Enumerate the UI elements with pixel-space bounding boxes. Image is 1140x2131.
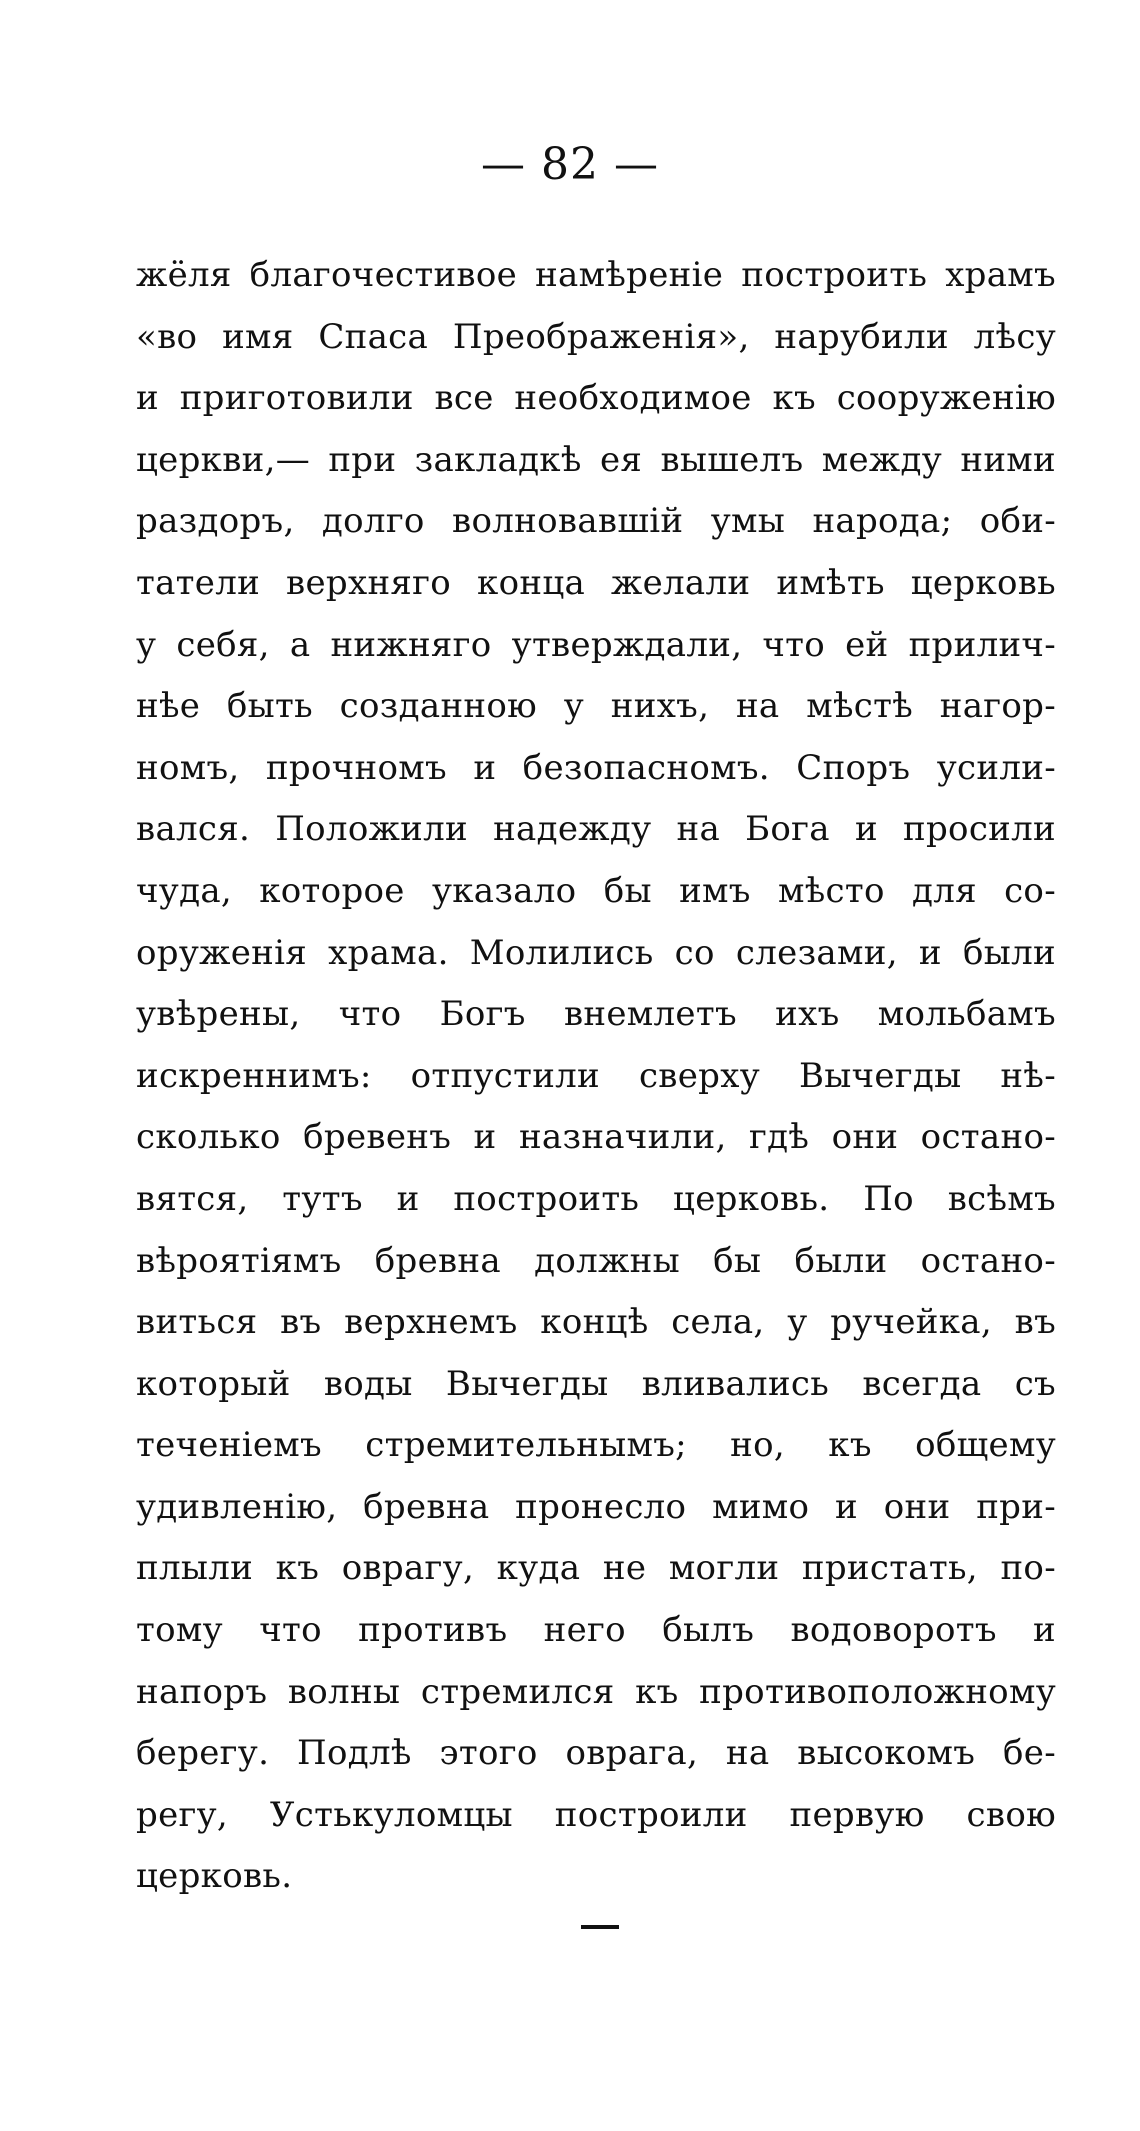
text-line: удивленію, бревна пронесло мимо и они при- — [136, 1486, 1056, 1527]
text-line: и приготовили все необходимое къ сооруженію — [136, 378, 1056, 419]
text-line: сколько бревенъ и назначили, гдѣ они остано- — [136, 1117, 1056, 1158]
text-line: татели верхняго конца желали имѣть церковь — [136, 562, 1056, 603]
page-number: — 82 — — [481, 139, 659, 190]
text-line: «во имя Спаса Преображенія», нарубили лѣсу — [136, 316, 1056, 357]
text-line-last: церковь. — [136, 1856, 293, 1897]
body-text — [136, 245, 1056, 1908]
text-line: напоръ волны стремился къ противоположному — [136, 1671, 1056, 1712]
text-line: жёля благочестивое намѣреніе построить храмъ — [136, 255, 1056, 295]
text-line: вѣроятіямъ бревна должны бы были остано- — [136, 1240, 1056, 1281]
text-line: оруженія храма. Молились со слезами, и были — [136, 932, 1056, 973]
text-line: искреннимъ: отпустили сверху Вычегды нѣ- — [136, 1055, 1056, 1096]
text-line: чуда, которое указало бы имъ мѣсто для со- — [136, 870, 1056, 911]
text-line: церкви,— при закладкѣ ея вышелъ между ними — [136, 439, 1056, 480]
text-line: номъ, прочномъ и безопасномъ. Споръ усили- — [136, 747, 1056, 788]
text-line: вался. Положили надежду на Бога и просили — [136, 809, 1056, 850]
text-line: регу, Устькуломцы построили первую свою — [136, 1794, 1056, 1835]
text-line: раздоръ, долго волновавшій умы народа; оби- — [136, 501, 1056, 542]
text-line: теченіемъ стремительнымъ; но, къ общему — [136, 1425, 1056, 1466]
text-line: плыли къ оврагу, куда не могли пристать, по- — [136, 1548, 1056, 1589]
text-line: берегу. Подлѣ этого оврага, на высокомъ бе- — [136, 1733, 1056, 1774]
text-line: тому что противъ него былъ водоворотъ и — [136, 1610, 1056, 1651]
text-line: у себя, а нижняго утверждали, что ей прилич- — [136, 624, 1056, 665]
text-line: нѣе быть созданною у нихъ, на мѣстѣ нагор- — [136, 686, 1056, 727]
text-line: который воды Вычегды вливались всегда съ — [136, 1363, 1056, 1404]
end-dash-divider — [581, 1925, 619, 1929]
text-line: вятся, тутъ и построить церковь. По всѣмъ — [136, 1178, 1056, 1219]
text-line: виться въ верхнемъ концѣ села, у ручейка, въ — [136, 1302, 1056, 1343]
text-line: увѣрены, что Богъ внемлетъ ихъ мольбамъ — [136, 994, 1056, 1035]
